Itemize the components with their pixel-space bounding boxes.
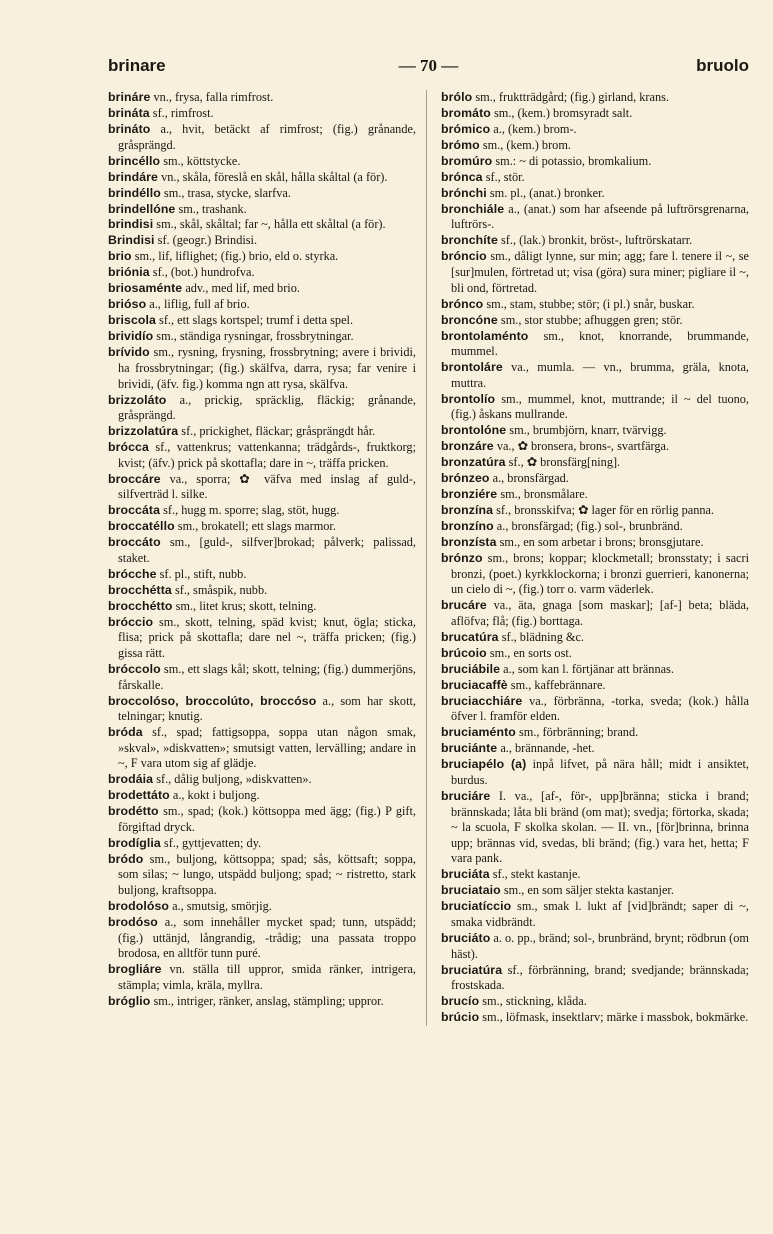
entry-headword: brómico bbox=[441, 121, 491, 136]
entry-definition: a., hvit, betäckt af rimfrost; (fig.) grånande, gråsprängd. bbox=[118, 121, 417, 152]
entry-definition: sm., rysning, frysning, frossbrytning; avere i brividi, ha frossbrytningar; (fig.) skälfva, darra, rysa; far venire i brividi, (äfv. fig.) komma ngn att rysa, skälfva. bbox=[118, 345, 416, 391]
dictionary-entry bbox=[108, 583, 416, 599]
entry-headword: brináta bbox=[108, 105, 150, 120]
entry-definition: inpå lifvet, på nära håll; midt i ansiktet, burdus. bbox=[451, 757, 749, 788]
dictionary-entry bbox=[108, 915, 416, 962]
dictionary-entry bbox=[441, 741, 749, 757]
entry-headword: bruciábile bbox=[441, 661, 501, 676]
dictionary-entry bbox=[108, 535, 416, 566]
entry-headword: broccáre bbox=[108, 471, 161, 486]
entry-definition: a., liflig, full af brio. bbox=[149, 297, 250, 312]
entry-definition: sm., smak l. lukt af [vid]brändt; saper di ~, smaka vidbrändt. bbox=[451, 899, 749, 929]
entry-definition: sf., (lak.) bronkit, bröst-, luftrörskatarr. bbox=[501, 233, 693, 248]
page-header bbox=[108, 56, 749, 86]
entry-headword: brindéllo bbox=[108, 185, 161, 200]
entry-headword: brocchétto bbox=[108, 598, 173, 613]
entry-headword: bruciataio bbox=[441, 883, 501, 898]
entry-definition: va., förbränna, -torka, sveda; (kok.) hålla öfver l. framför elden. bbox=[451, 693, 750, 724]
dictionary-entry bbox=[441, 202, 749, 233]
entry-headword: brindisi bbox=[108, 217, 154, 232]
entry-definition: sf., stekt kastanje. bbox=[492, 867, 581, 882]
entry-definition: vn., frysa, falla rimfrost. bbox=[153, 90, 274, 104]
entry-headword: brodíglia bbox=[108, 835, 161, 850]
entry-definition: sm., buljong, köttsoppa; spad; sås, köttsaft; soppa, som silas; ~ lungo, utspädd buljong; spad; ~ ristretto, stark buljong, kraftsoppa. bbox=[118, 851, 417, 897]
entry-definition: sm., en som arbetar i brons; bronsgjutare. bbox=[499, 535, 704, 550]
entry-definition: sm., löfmask, insektlarv; märke i massbok, bokmärke. bbox=[482, 1010, 749, 1025]
dictionary-entry bbox=[441, 423, 749, 439]
entry-definition: sm., dåligt lynne, sur min; agg; fare l. tenere il ~, se [sur]mulen, förtretad ut; visa (göra) sura miner; pigliare il ~, bli ond, förtretad. bbox=[451, 249, 749, 295]
entry-headword: brucío bbox=[441, 994, 480, 1009]
entry-definition: sm., (kem.) brom. bbox=[482, 137, 571, 152]
entry-headword: brónco bbox=[441, 296, 484, 311]
entry-headword: briscola bbox=[108, 313, 156, 328]
entry-definition: sm., trashank. bbox=[178, 201, 247, 216]
entry-definition: sm., trasa, stycke, slarfva. bbox=[163, 185, 291, 200]
entry-definition: sf., vattenkrus; vattenkanna; trädgårds-, fruktkorg; kvist; (äfv.) prick på skottafla; dare in ~, träffa pricken. bbox=[118, 440, 416, 470]
entry-definition: sm., bronsmålare. bbox=[500, 487, 588, 502]
page-number: — 70 — bbox=[398, 56, 459, 75]
entry-headword: bruciacaffè bbox=[441, 677, 508, 692]
entry-headword: brodóso bbox=[108, 914, 158, 929]
entry-headword: bruciatíccio bbox=[441, 899, 512, 914]
entry-headword: bróncio bbox=[441, 249, 487, 264]
entry-headword: brizzoláto bbox=[108, 392, 167, 407]
entry-headword: broccatéllo bbox=[108, 519, 175, 534]
dictionary-entry bbox=[108, 694, 416, 725]
entry-headword: brómo bbox=[441, 137, 480, 152]
header-last-word: bruolo bbox=[696, 56, 749, 75]
dictionary-entry bbox=[108, 615, 416, 662]
dictionary-entry bbox=[441, 931, 749, 962]
dictionary-entry bbox=[441, 249, 749, 296]
dictionary-entry bbox=[108, 962, 416, 993]
entry-definition: a., bronsfärgad. bbox=[492, 471, 569, 486]
entry-definition: sm., skott, telning, späd kvist; knut, ögla; sticka, flisa; prick på skottafla; dare nel ~, träffa pricken; (fig.) gissa rätt. bbox=[118, 614, 416, 660]
entry-definition: sm., intriger, ränker, anslag, stämpling; uppror. bbox=[153, 993, 384, 1008]
entry-headword: bróda bbox=[108, 725, 143, 740]
entry-headword: bronzáre bbox=[441, 439, 494, 454]
entry-definition: sf., ✿ bronsfärg[ning]. bbox=[508, 455, 621, 470]
entry-headword: brúcoio bbox=[441, 645, 487, 660]
dictionary-entry bbox=[441, 487, 749, 503]
entry-headword: bronziére bbox=[441, 487, 498, 502]
left-column bbox=[108, 90, 427, 1026]
dictionary-entry bbox=[441, 170, 749, 186]
entry-definition: sm., stor stubbe; afhuggen gren; stör. bbox=[500, 312, 683, 327]
entry-headword: bruciaménto bbox=[441, 725, 516, 740]
dictionary-entry bbox=[441, 694, 749, 725]
entry-headword: brocchétta bbox=[108, 582, 172, 597]
dictionary-entry bbox=[108, 345, 416, 392]
entry-definition: sm., förbränning; brand. bbox=[518, 725, 639, 740]
entry-definition: va., ✿ bronsera, brons-, svartfärga. bbox=[496, 439, 670, 454]
dictionary-entry bbox=[108, 599, 416, 615]
dictionary-entry bbox=[108, 852, 416, 899]
entry-headword: brontolóne bbox=[441, 423, 507, 438]
entry-headword: bróccolo bbox=[108, 661, 161, 676]
entry-headword: bronchíte bbox=[441, 233, 498, 248]
entry-headword: bromáto bbox=[441, 105, 491, 120]
entry-definition: a., prickig, spräcklig, fläckig; grånande, gråsprängd. bbox=[118, 392, 416, 423]
dictionary-entry bbox=[441, 90, 749, 106]
entry-headword: brincéllo bbox=[108, 153, 161, 168]
dictionary-entry bbox=[441, 994, 749, 1010]
entry-headword: brónzo bbox=[441, 551, 483, 566]
entry-headword: bronchiále bbox=[441, 201, 505, 216]
entry-definition: sf. pl., stift, nubb. bbox=[159, 566, 247, 581]
entry-definition: va., äta, gnaga [som maskar]; [af-] beta; bläda, aflöfva; flå; (fig.) borttaga. bbox=[451, 598, 749, 628]
entry-headword: bronzatúra bbox=[441, 455, 506, 470]
entry-definition: sm. pl., (anat.) bronker. bbox=[489, 185, 605, 200]
entry-definition: sf., stör. bbox=[485, 169, 525, 184]
dictionary-entry bbox=[108, 329, 416, 345]
entry-headword: broccáta bbox=[108, 503, 161, 518]
dictionary-entry bbox=[108, 899, 416, 915]
dictionary-entry bbox=[108, 154, 416, 170]
entry-headword: brontolío bbox=[441, 391, 496, 406]
entry-definition: a., smutsig, smörjig. bbox=[172, 898, 272, 913]
entry-headword: bróglio bbox=[108, 993, 151, 1008]
entry-definition: sm., fruktträdgård; (fig.) girland, krans. bbox=[475, 90, 669, 104]
entry-definition: sm., en sorts ost. bbox=[489, 645, 572, 660]
entry-headword: brívido bbox=[108, 345, 150, 360]
entry-definition: vn. ställa till uppror, smida ränker, intrigera, stämpla; vimla, kräla, myllra. bbox=[118, 962, 417, 992]
dictionary-entry bbox=[441, 186, 749, 202]
dictionary-entry bbox=[441, 471, 749, 487]
entry-headword: brodettáto bbox=[108, 788, 170, 803]
dictionary-entry bbox=[441, 233, 749, 249]
entry-headword: bruciánte bbox=[441, 741, 498, 756]
dictionary-entry bbox=[441, 662, 749, 678]
entry-definition: va., sporra; ✿ väfva med inslag af guld-, silfverträd l. silke. bbox=[118, 471, 416, 502]
dictionary-entry bbox=[108, 567, 416, 583]
dictionary-entry bbox=[108, 393, 416, 424]
entry-headword: brio bbox=[108, 249, 132, 264]
entry-definition: sm., stickning, klåda. bbox=[482, 994, 587, 1009]
dictionary-entry bbox=[441, 1010, 749, 1026]
dictionary-entry bbox=[441, 313, 749, 329]
dictionary-entry bbox=[441, 598, 749, 629]
entry-headword: bruciapélo (a) bbox=[441, 757, 527, 772]
entry-definition: sm., skål, skåltal; far ~, hålla ett skåltal (a för). bbox=[156, 217, 386, 232]
entry-definition: sf. (geogr.) Brindisi. bbox=[157, 233, 258, 248]
entry-headword: bródo bbox=[108, 851, 144, 866]
dictionary-entry bbox=[108, 186, 416, 202]
entry-headword: bronzíno bbox=[441, 519, 494, 534]
dictionary-entry bbox=[108, 202, 416, 218]
dictionary-entry bbox=[108, 804, 416, 835]
entry-headword: brináto bbox=[108, 121, 151, 136]
entry-headword: briónia bbox=[108, 265, 150, 280]
entry-headword: brividío bbox=[108, 329, 154, 344]
entry-definition: sm., ett slags kål; skott, telning; (fig.) dummerjöns, fårskalle. bbox=[118, 661, 416, 692]
entry-definition: I. va., [af-, för-, upp]bränna; sticka i brand; brännskada; låta bli bränd (om mat); svedja; förtorka, skada; ~ la scuola, F skolka skolan. — II. vn., [för]brinna, brinna upp; brännas vid, svedas, bli bränd; (fig.) vara het, hetta; F vara pank. bbox=[451, 789, 749, 866]
entry-definition: sf., småspik, nubb. bbox=[174, 582, 268, 597]
entry-headword: brogliáre bbox=[108, 962, 162, 977]
dictionary-entry bbox=[108, 106, 416, 122]
entry-headword: broccolóso, broccolúto, broccóso bbox=[108, 693, 317, 708]
entry-headword: brócca bbox=[108, 440, 149, 455]
dictionary-entry bbox=[441, 439, 749, 455]
dictionary-entry bbox=[108, 265, 416, 281]
entry-definition: sm., litet krus; skott, telning. bbox=[175, 598, 317, 613]
entry-definition: sf., rimfrost. bbox=[152, 105, 214, 120]
entry-definition: sm., [guld-, silfver]brokad; pålverk; palissad, staket. bbox=[118, 535, 416, 565]
dictionary-entry bbox=[108, 233, 416, 249]
entry-headword: brónzeo bbox=[441, 471, 490, 486]
dictionary-entry bbox=[108, 725, 416, 772]
dictionary-entry bbox=[441, 725, 749, 741]
entry-headword: brucatúra bbox=[441, 629, 499, 644]
entry-headword: brócche bbox=[108, 566, 157, 581]
entry-definition: vn., skåla, föreslå en skål, hålla skåltal (a för). bbox=[161, 169, 388, 184]
dictionary-entry bbox=[441, 329, 749, 360]
entry-headword: brizzolatúra bbox=[108, 424, 179, 439]
dictionary-entry bbox=[108, 217, 416, 233]
entry-headword: brináre bbox=[108, 90, 151, 104]
entry-headword: brodáia bbox=[108, 772, 154, 787]
dictionary-entry bbox=[441, 899, 749, 930]
dictionary-entry bbox=[441, 551, 749, 598]
entry-headword: bruciáto bbox=[441, 930, 491, 945]
dictionary-entry bbox=[441, 883, 749, 899]
dictionary-entry bbox=[441, 963, 749, 994]
entry-headword: brodolóso bbox=[108, 898, 170, 913]
entry-headword: brindáre bbox=[108, 169, 158, 184]
dictionary-entry bbox=[108, 472, 416, 503]
dictionary-entry bbox=[108, 297, 416, 313]
entry-definition: sm., knot, knorrande, brummande, mummel. bbox=[451, 328, 750, 359]
entry-definition: a., kokt i buljong. bbox=[172, 788, 260, 803]
entry-headword: brúcio bbox=[441, 1010, 480, 1025]
dictionary-entry bbox=[441, 646, 749, 662]
entry-definition: sm.: ~ di potassio, bromkalium. bbox=[495, 153, 652, 168]
entry-definition: sf., förbränning, brand; svedjande; brännskada; frostskada. bbox=[451, 962, 749, 993]
entry-headword: brónca bbox=[441, 169, 483, 184]
entry-definition: sm., ständiga rysningar, frossbrytningar. bbox=[156, 329, 354, 344]
dictionary-entry bbox=[441, 154, 749, 170]
entry-definition: sm., (kem.) bromsyradt salt. bbox=[493, 105, 633, 120]
entry-headword: bróccio bbox=[108, 614, 154, 629]
dictionary-entry bbox=[441, 789, 749, 867]
entry-headword: bruciatúra bbox=[441, 962, 503, 977]
entry-definition: sm., spad; (kok.) köttsoppa med ägg; (fig.) P gift, förgiftad dryck. bbox=[118, 804, 416, 834]
dictionary-entry bbox=[108, 519, 416, 535]
entry-definition: adv., med lif, med brio. bbox=[185, 281, 300, 296]
entry-definition: a., brännande, -het. bbox=[500, 741, 595, 756]
entry-definition: sf., gyttjevatten; dy. bbox=[163, 835, 262, 850]
entry-headword: brióso bbox=[108, 297, 147, 312]
dictionary-entry bbox=[441, 122, 749, 138]
entry-headword: brólo bbox=[441, 90, 473, 104]
entry-headword: bronzísta bbox=[441, 535, 497, 550]
entry-columns bbox=[108, 90, 749, 1026]
dictionary-entry bbox=[441, 297, 749, 313]
entry-definition: sf., prickighet, fläckar; gråsprängdt hår. bbox=[181, 424, 376, 439]
entry-definition: sm., mummel, knot, muttrande; il ~ del tuono, (fig.) åskans mullrande. bbox=[451, 391, 749, 422]
entry-definition: sm., lif, liflighet; (fig.) brio, eld o. styrka. bbox=[134, 249, 339, 264]
entry-headword: brodétto bbox=[108, 804, 159, 819]
entry-definition: sm., köttstycke. bbox=[163, 153, 241, 168]
entry-headword: bruciacchiáre bbox=[441, 693, 523, 708]
dictionary-entry bbox=[441, 138, 749, 154]
dictionary-entry bbox=[108, 788, 416, 804]
entry-headword: briosaménte bbox=[108, 281, 183, 296]
entry-headword: brónchi bbox=[441, 185, 487, 200]
dictionary-entry bbox=[108, 170, 416, 186]
entry-definition: a., som har skott, telningar; knutig. bbox=[118, 693, 416, 724]
entry-headword: bromúro bbox=[441, 153, 493, 168]
entry-headword: brucáre bbox=[441, 598, 487, 613]
entry-headword: bronzína bbox=[441, 503, 494, 518]
entry-definition: sm., brokatell; ett slags marmor. bbox=[177, 519, 336, 534]
entry-headword: bruciáre bbox=[441, 789, 491, 804]
entry-headword: brontoláre bbox=[441, 360, 503, 375]
entry-definition: a., som innehåller mycket spad; tunn, utspädd; (fig.) uttänjd, långrandig, -trådig; una passata troppo brodosa, en alltför tunn puré. bbox=[118, 914, 416, 961]
entry-definition: sf., bronsskifva; ✿ lager för en rörlig panna. bbox=[496, 503, 715, 518]
dictionary-entry bbox=[108, 424, 416, 440]
entry-definition: sf., spad; fattigsoppa, soppa utan någon smak, »skval», »diskvatten»; smutsigt vatten, lervälling; andare in ~, F vara utom sig af glädje. bbox=[118, 725, 416, 771]
dictionary-entry bbox=[108, 281, 416, 297]
entry-definition: a., (anat.) som har afseende på luftrörsgrenarna, luftrörs-. bbox=[451, 201, 749, 232]
dictionary-entry bbox=[441, 678, 749, 694]
right-column bbox=[441, 90, 749, 1026]
dictionary-entry bbox=[108, 440, 416, 471]
dictionary-entry bbox=[441, 392, 749, 423]
dictionary-entry bbox=[108, 249, 416, 265]
entry-definition: sm., stam, stubbe; stör; (i pl.) snår, buskar. bbox=[486, 296, 695, 311]
entry-headword: bruciáta bbox=[441, 867, 490, 882]
entry-definition: sf., ett slags kortspel; trumf i detta spel. bbox=[159, 313, 354, 328]
entry-headword: brindellóne bbox=[108, 201, 176, 216]
entry-definition: sm., brumbjörn, knarr, tvärvigg. bbox=[509, 423, 667, 438]
dictionary-entry bbox=[441, 503, 749, 519]
dictionary-entry bbox=[108, 122, 416, 153]
entry-definition: a., bronsfärgad; (fig.) sol-, brunbränd. bbox=[496, 519, 683, 534]
entry-definition: a., (kem.) brom-. bbox=[493, 121, 577, 136]
entry-headword: broncóne bbox=[441, 312, 498, 327]
dictionary-entry bbox=[441, 757, 749, 788]
dictionary-entry bbox=[441, 519, 749, 535]
entry-definition: sf., hugg m. sporre; slag, stöt, hugg. bbox=[163, 503, 340, 518]
dictionary-entry bbox=[108, 313, 416, 329]
entry-definition: sm., en som säljer stekta kastanjer. bbox=[503, 883, 674, 898]
dictionary-entry bbox=[441, 106, 749, 122]
entry-definition: sm., brons; koppar; klockmetall; bronsstaty; i sacri bronzi, (poet.) kyrkklockorna; i bronzi guerrieri, kanonerna; un cielo di ~, (fig.) torr o. varm väderlek. bbox=[451, 551, 749, 597]
dictionary-entry bbox=[441, 455, 749, 471]
dictionary-entry bbox=[108, 503, 416, 519]
entry-headword: Brindisi bbox=[108, 233, 155, 248]
entry-headword: broccáto bbox=[108, 535, 161, 550]
header-first-word: brinare bbox=[108, 56, 166, 75]
dictionary-entry bbox=[108, 994, 416, 1010]
dictionary-entry bbox=[441, 630, 749, 646]
entry-headword: brontolaménto bbox=[441, 328, 529, 343]
dictionary-entry bbox=[108, 90, 416, 106]
dictionary-entry bbox=[441, 360, 749, 391]
entry-definition: sf., (bot.) hundrofva. bbox=[152, 265, 255, 280]
dictionary-entry bbox=[108, 836, 416, 852]
dictionary-entry bbox=[441, 867, 749, 883]
dictionary-entry bbox=[441, 535, 749, 551]
entry-definition: a., som kan l. förtjänar att brännas. bbox=[503, 661, 674, 676]
entry-definition: sf., blädning &c. bbox=[501, 629, 585, 644]
entry-definition: sf., dålig buljong, »diskvatten». bbox=[156, 772, 312, 787]
dictionary-entry bbox=[108, 662, 416, 693]
entry-definition: va., mumla. — vn., brumma, gräla, knota, muttra. bbox=[451, 360, 749, 390]
dictionary-entry bbox=[108, 772, 416, 788]
entry-definition: a. o. pp., bränd; sol-, brunbränd, brynt; rödbrun (om häst). bbox=[451, 930, 749, 961]
entry-definition: sm., kaffebrännare. bbox=[510, 677, 606, 692]
